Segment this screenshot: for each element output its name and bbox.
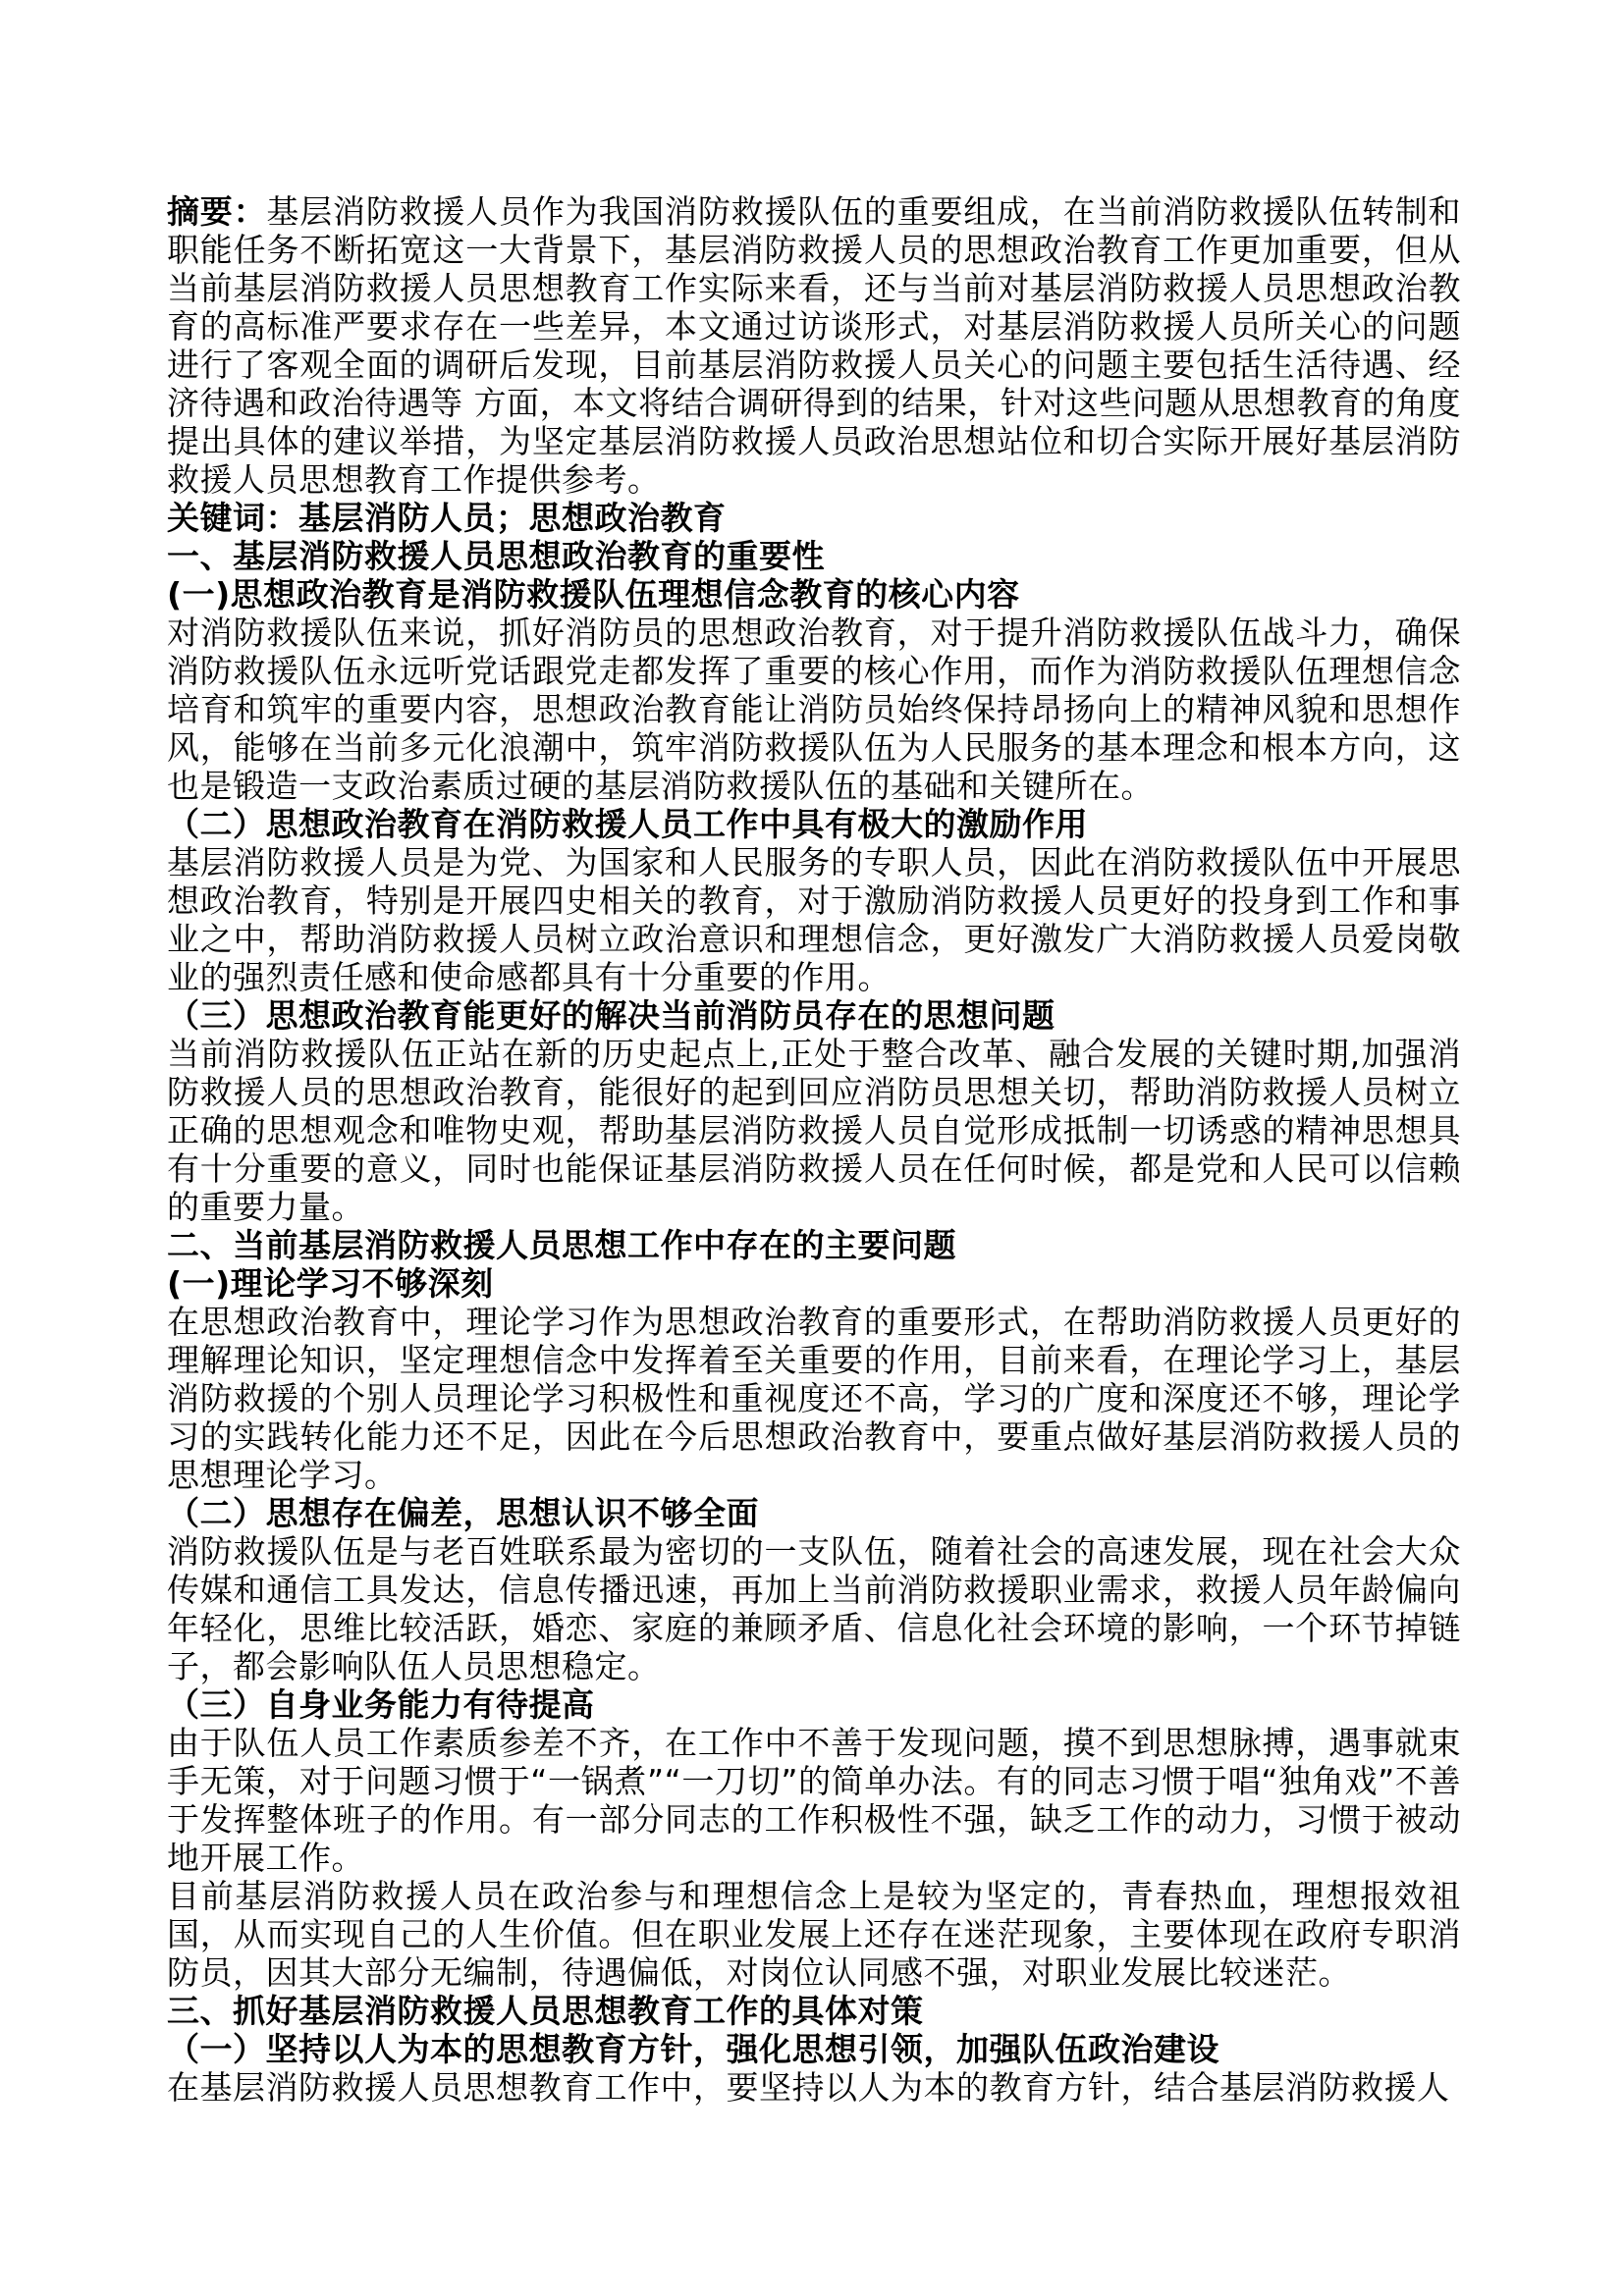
- section-heading-2: 二、当前基层消防救援人员思想工作中存在的主要问题: [167, 1226, 956, 1264]
- body-paragraph: 当前消防救援队伍正站在新的历史起点上,正处于整合改革、融合发展的关键时期,加强消防救援人员的思想政治教育，能很好的起到回应消防员思想关切，帮助消防救援人员树立正确的思想观念和唯物史观，帮助基层消防救援人员自觉形成抵制一切诱惑的精神思想具有十分重要的意义，同时也能保证基层消防救援人员在任何时候，都是党和人民可以信赖的重要力量。: [167, 1035, 1461, 1226]
- body-paragraph: 消防救援队伍是与老百姓联系最为密切的一支队伍，随着社会的高速发展，现在社会大众传媒和通信工具发达，信息传播迅速，再加上当前消防救援职业需求，救援人员年龄偏向年轻化，思维比较活跃，婚恋、家庭的兼顾矛盾、信息化社会环境的影响，一个环节掉链子，都会影响队伍人员思想稳定。: [167, 1532, 1461, 1685]
- section-heading-3: 三、抓好基层消防救援人员思想教育工作的具体对策: [167, 1992, 924, 2030]
- subsection-heading-2-2: （二）思想存在偏差，思想认识不够全面: [167, 1494, 759, 1532]
- subsection-heading-2-3: （三）自身业务能力有待提高: [167, 1685, 595, 1724]
- keywords-line: 关键词：基层消防人员；思想政治教育: [167, 499, 727, 537]
- body-paragraph: 对消防救援队伍来说，抓好消防员的思想政治教育，对于提升消防救援队伍战斗力，确保消防救援队伍永远听党话跟党走都发挥了重要的核心作用，而作为消防救援队伍理想信念培育和筑牢的重要内容，思想政治教育能让消防员始终保持昂扬向上的精神风貌和思想作风，能够在当前多元化浪潮中，筑牢消防救援队伍为人民服务的基本理念和根本方向，这也是锻造一支政治素质过硬的基层消防救援队伍的基础和关键所在。: [167, 614, 1461, 805]
- section-heading-1: 一、基层消防救援人员思想政治教育的重要性: [167, 537, 825, 575]
- body-paragraph: 基层消防救援人员是为党、为国家和人民服务的专职人员，因此在消防救援队伍中开展思想政治教育，特别是开展四史相关的教育，对于激励消防救援人员更好的投身到工作和事业之中，帮助消防救援人员树立政治意识和理想信念，更好激发广大消防救援人员爱岗敬业的强烈责任感和使命感都具有十分重要的作用。: [167, 843, 1461, 996]
- subsection-heading-1-3: （三）思想政治教育能更好的解决当前消防员存在的思想问题: [167, 996, 1056, 1035]
- subsection-heading-3-1: （一）坚持以人为本的思想教育方针，强化思想引领，加强队伍政治建设: [167, 2030, 1219, 2068]
- body-paragraph: 在基层消防救援人员思想教育工作中，要坚持以人为本的教育方针，结合基层消防救援人: [167, 2068, 1450, 2107]
- subsection-heading-1-1: (一)思想政治教育是消防救援队伍理想信念教育的核心内容: [167, 575, 1020, 614]
- body-paragraph: 由于队伍人员工作素质参差不齐，在工作中不善于发现问题，摸不到思想脉搏，遇事就束手无策，对于问题习惯于“一锅煮”“一刀切”的简单办法。有的同志习惯于唱“独角戏”不善于发挥整体班子的作用。有一部分同志的工作积极性不强，缺乏工作的动力，习惯于被动地开展工作。: [167, 1724, 1461, 1877]
- body-paragraph: 在思想政治教育中，理论学习作为思想政治教育的重要形式，在帮助消防救援人员更好的理解理论知识，坚定理想信念中发挥着至关重要的作用，目前来看，在理论学习上，基层消防救援的个别人员理论学习积极性和重视度还不高，学习的广度和深度还不够，理论学习的实践转化能力还不足，因此在今后思想政治教育中，要重点做好基层消防救援人员的思想理论学习。: [167, 1303, 1461, 1494]
- subsection-heading-1-2: （二）思想政治教育在消防救援人员工作中具有极大的激励作用: [167, 805, 1088, 843]
- document-body: [167, 192, 1461, 2107]
- abstract-label: 摘要：: [167, 192, 267, 231]
- body-paragraph: 目前基层消防救援人员在政治参与和理想信念上是较为坚定的，青春热血，理想报效祖国，从而实现自己的人生价值。但在职业发展上还存在迷茫现象，主要体现在政府专职消防员，因其大部分无编制，待遇偏低，对岗位认同感不强，对职业发展比较迷茫。: [167, 1877, 1461, 1992]
- subsection-heading-2-1: (一)理论学习不够深刻: [167, 1264, 494, 1303]
- abstract-paragraph: [167, 192, 1461, 499]
- abstract-text: 基层消防救援人员作为我国消防救援队伍的重要组成，在当前消防救援队伍转制和职能任务不断拓宽这一大背景下，基层消防救援人员的思想政治教育工作更加重要，但从当前基层消防救援人员思想教育工作实际来看，还与当前对基层消防救援人员思想政治教育的高标准严要求存在一些差异，本文通过访谈形式，对基层消防救援人员所关心的问题进行了客观全面的调研后发现，目前基层消防救援人员关心的问题主要包括生活待遇、经济待遇和政治待遇等 方面，本文将结合调研得到的结果，针对这些问题从思想教育的角度提出具体的建议举措，为坚定基层消防救援人员政治思想站位和切合实际开展好基层消防救援人员思想教育工作提供参考。: [167, 192, 1462, 499]
